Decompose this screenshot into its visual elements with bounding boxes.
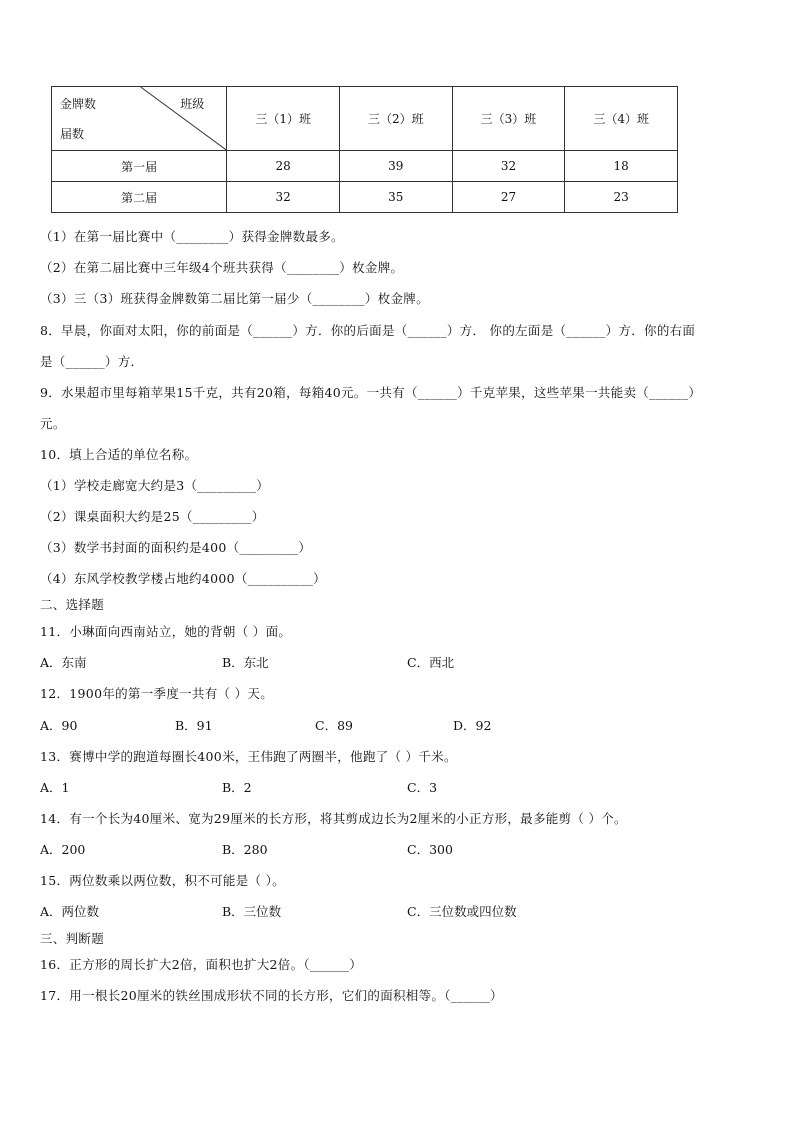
corner-label-class: 班级 xyxy=(180,97,205,111)
q13-option-b: B．2 xyxy=(222,780,252,795)
section-heading-judgement: 三、判断题 xyxy=(40,931,105,946)
table-row xyxy=(52,182,678,213)
q9-line-2: 元。 xyxy=(40,416,66,431)
q10-subquestion-1: （1）学校走廊宽大约是3（_________） xyxy=(40,478,270,493)
q15-stem: 15．两位数乘以两位数，积不可能是（ ）。 xyxy=(40,873,285,888)
table-cell: 32 xyxy=(452,151,565,182)
q12-option-a: A．90 xyxy=(40,718,78,733)
q12-stem: 12．1900年的第一季度一共有（ ）天。 xyxy=(40,686,273,701)
table-cell: 23 xyxy=(565,182,678,213)
table-cell: 18 xyxy=(565,151,678,182)
section-heading-choice: 二、选择题 xyxy=(40,597,105,612)
q11-option-b: B．东北 xyxy=(222,655,269,670)
q15-option-a: A．两位数 xyxy=(40,904,100,919)
q10-stem: 10．填上合适的单位名称。 xyxy=(40,447,198,462)
q12-option-c: C．89 xyxy=(315,718,353,733)
corner-label-session: 届数 xyxy=(60,127,85,141)
table-cell: 28 xyxy=(227,151,340,182)
table-row xyxy=(52,151,678,182)
table-cell: 32 xyxy=(227,182,340,213)
medal-table xyxy=(51,86,678,213)
column-header: 三（4）班 xyxy=(565,87,678,151)
q14-option-c: C．300 xyxy=(407,842,453,857)
column-header: 三（2）班 xyxy=(339,87,452,151)
q13-option-a: A．1 xyxy=(40,780,70,795)
q10-subquestion-2: （2）课桌面积大约是25（_________） xyxy=(40,509,265,524)
row-label: 第一届 xyxy=(52,151,227,182)
q14-stem: 14．有一个长为40厘米、宽为29厘米的长方形，将其剪成边长为2厘米的小正方形，最多能剪（ ）个。 xyxy=(40,811,627,826)
q13-stem: 13．赛博中学的跑道每圈长400米，王伟跑了两圈半，他跑了（ ）千米。 xyxy=(40,749,457,764)
table-corner-cell xyxy=(52,87,227,151)
q8-line-2: 是（______）方． xyxy=(40,354,144,369)
q14-option-a: A．200 xyxy=(40,842,86,857)
row-label: 第二届 xyxy=(52,182,227,213)
table-header-row xyxy=(52,87,678,151)
q15-option-b: B．三位数 xyxy=(222,904,282,919)
q12-option-d: D．92 xyxy=(453,718,492,733)
q10-subquestion-3: （3）数学书封面的面积约是400（_________） xyxy=(40,540,312,555)
column-header: 三（3）班 xyxy=(452,87,565,151)
corner-label-medals: 金牌数 xyxy=(60,97,97,111)
q11-stem: 11．小琳面向西南站立，她的背朝（ ）面。 xyxy=(40,624,292,639)
q17-statement: 17．用一根长20厘米的铁丝围成形状不同的长方形，它们的面积相等。（______） xyxy=(40,988,503,1003)
q9-line-1: 9．水果超市里每箱苹果15千克，共有20箱，每箱40元。一共有（______）千克苹果，这些苹果一共能卖（______） xyxy=(40,385,702,400)
table-cell: 35 xyxy=(339,182,452,213)
q11-option-a: A．东南 xyxy=(40,655,87,670)
q8-line-1: 8．早晨，你面对太阳，你的前面是（______）方．你的后面是（______）方． 你的左面是（______）方．你的右面 xyxy=(40,323,696,338)
q12-option-b: B．91 xyxy=(175,718,213,733)
column-header: 三（1）班 xyxy=(227,87,340,151)
q14-option-b: B．280 xyxy=(222,842,268,857)
table-cell: 39 xyxy=(339,151,452,182)
q16-statement: 16．正方形的周长扩大2倍，面积也扩大2倍。（______） xyxy=(40,957,363,972)
q13-option-c: C．3 xyxy=(407,780,438,795)
q7-subquestion-1: （1）在第一届比赛中（________）获得金牌数最多。 xyxy=(40,229,344,244)
table-cell: 27 xyxy=(452,182,565,213)
q15-option-c: C．三位数或四位数 xyxy=(407,904,517,919)
q11-option-c: C．西北 xyxy=(407,655,455,670)
q7-subquestion-3: （3）三（3）班获得金牌数第二届比第一届少（________）枚金牌。 xyxy=(40,291,429,306)
q7-subquestion-2: （2）在第二届比赛中三年级4个班共获得（________）枚金牌。 xyxy=(40,260,404,275)
q10-subquestion-4: （4）东风学校教学楼占地约4000（__________） xyxy=(40,571,326,586)
